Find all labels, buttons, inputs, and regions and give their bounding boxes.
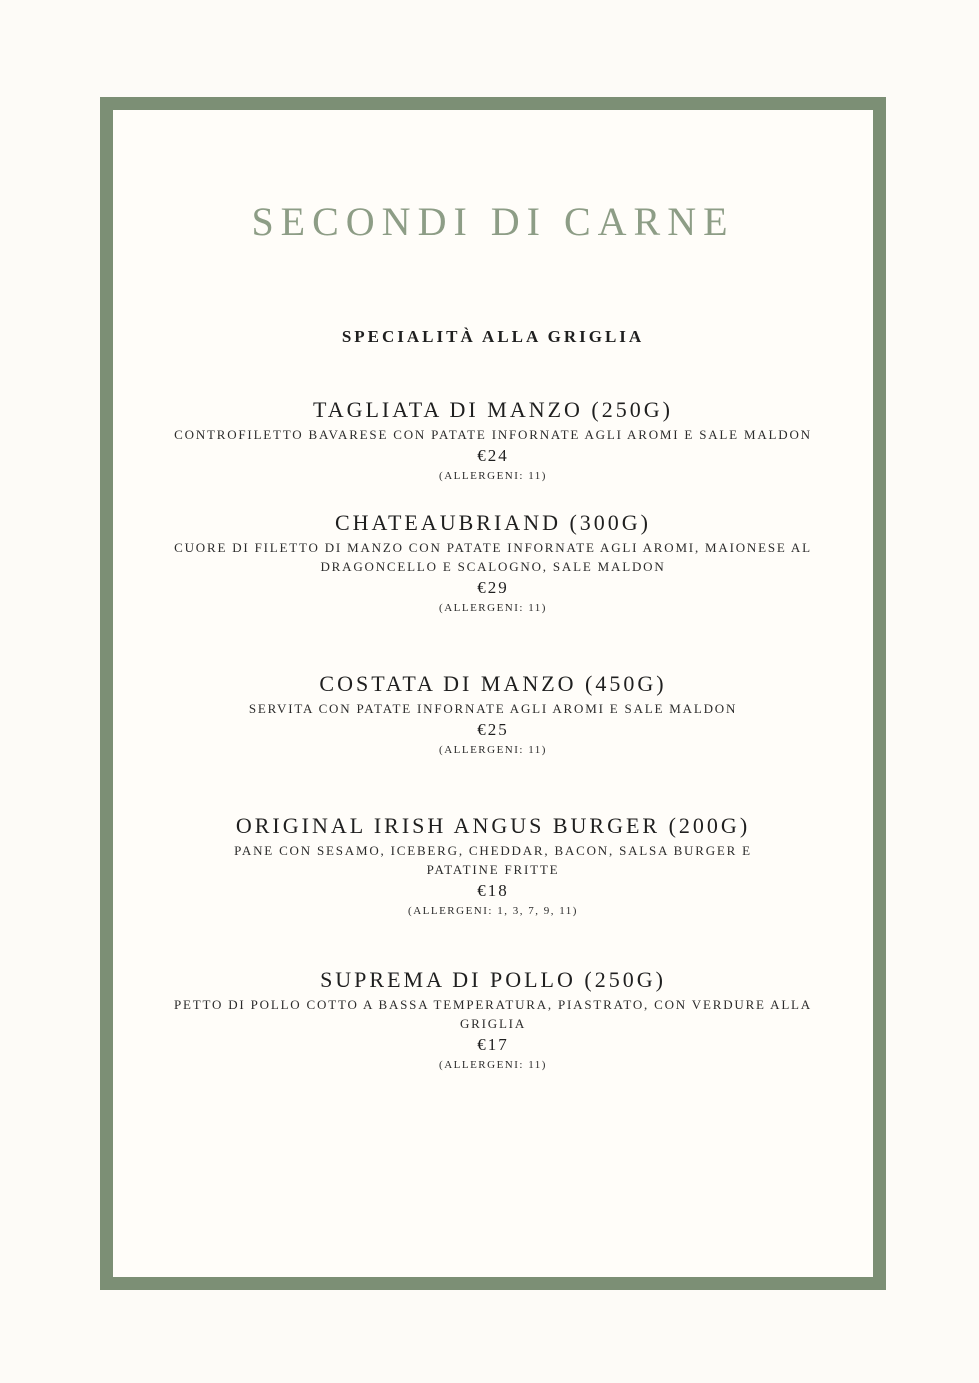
item-price: €17 bbox=[477, 1035, 509, 1054]
menu-frame bbox=[100, 97, 886, 1290]
menu-item-tagliata bbox=[143, 397, 843, 485]
menu-item-suprema bbox=[143, 967, 843, 1074]
item-allergens: (ALLERGENI: 1, 3, 7, 9, 11) bbox=[408, 905, 578, 917]
item-description: CUORE DI FILETTO DI MANZO CON PATATE INFORNATE AGLI AROMI, MAIONESE AL DRAGONCELLO E SCALOGNO, SALE MALDON bbox=[174, 540, 812, 574]
item-description: PETTO DI POLLO COTTO A BASSA TEMPERATURA, PIASTRATO, CON VERDURE ALLA GRIGLIA bbox=[173, 997, 812, 1031]
item-name: SUPREMA DI POLLO (250G) bbox=[320, 967, 666, 992]
item-price: €18 bbox=[477, 881, 509, 900]
menu-item-costata bbox=[143, 671, 843, 759]
item-name: TAGLIATA DI MANZO (250G) bbox=[313, 397, 673, 422]
menu-title: SECONDI DI CARNE bbox=[251, 199, 735, 244]
item-name: COSTATA DI MANZO (450G) bbox=[319, 671, 667, 696]
item-allergens: (ALLERGENI: 11) bbox=[439, 602, 547, 614]
item-allergens: (ALLERGENI: 11) bbox=[439, 744, 547, 756]
item-description: SERVITA CON PATATE INFORNATE AGLI AROMI E SALE MALDON bbox=[248, 701, 738, 716]
item-price: €25 bbox=[477, 720, 509, 739]
item-allergens: (ALLERGENI: 11) bbox=[439, 470, 547, 482]
menu-item-burger bbox=[143, 813, 843, 920]
item-price: €24 bbox=[477, 446, 509, 465]
section-heading: SPECIALITÀ ALLA GRIGLIA bbox=[341, 327, 645, 346]
item-description: PANE CON SESAMO, ICEBERG, CHEDDAR, BACON, SALSA BURGER E PATATINE FRITTE bbox=[234, 843, 752, 877]
menu-item-chateaubriand bbox=[143, 510, 843, 617]
item-name: CHATEAUBRIAND (300G) bbox=[334, 510, 652, 535]
item-price: €29 bbox=[477, 578, 509, 597]
item-name: ORIGINAL IRISH ANGUS BURGER (200G) bbox=[235, 813, 751, 838]
item-description: CONTROFILETTO BAVARESE CON PATATE INFORNATE AGLI AROMI E SALE MALDON bbox=[174, 427, 812, 442]
item-allergens: (ALLERGENI: 11) bbox=[439, 1059, 547, 1071]
